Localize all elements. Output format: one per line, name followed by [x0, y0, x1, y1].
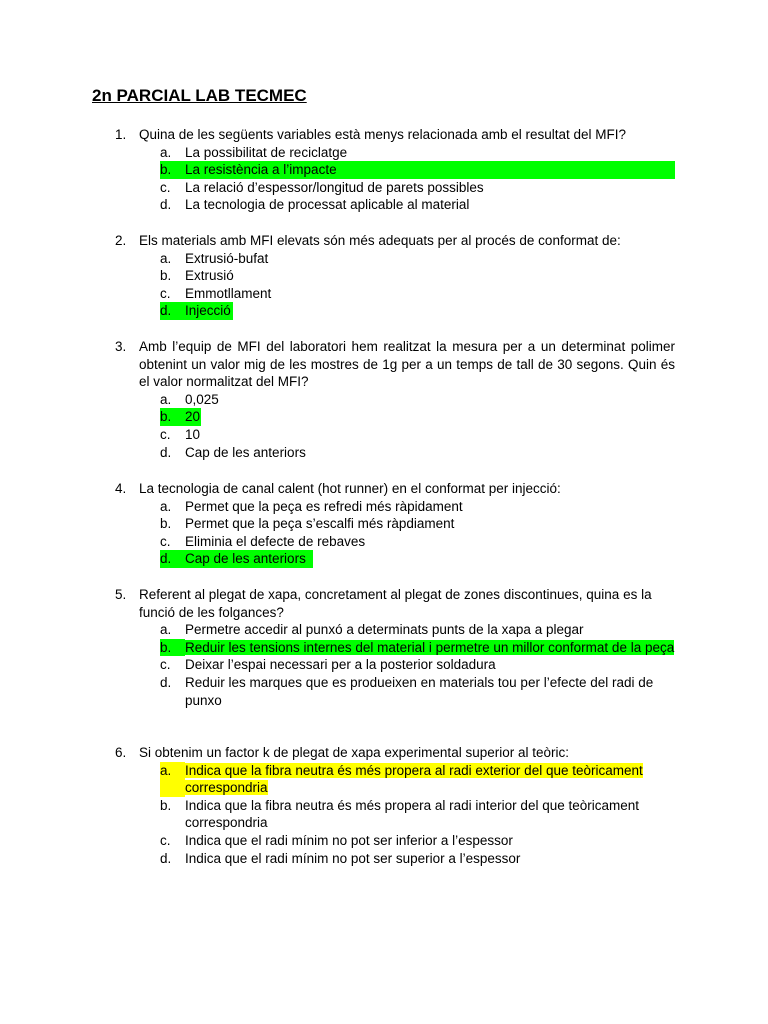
- option-text: Indica que el radi mínim no pot ser superior a l’espessor: [185, 850, 521, 866]
- option-a: [160, 498, 675, 516]
- option-letter: d.: [160, 444, 172, 460]
- highlight-mark: [160, 550, 313, 568]
- option-a-highlighted: [160, 762, 675, 797]
- option-c: [160, 426, 675, 444]
- option-text: Cap de les anteriors: [185, 444, 306, 460]
- option-text: Permet que la peça es refredi més ràpidament: [185, 498, 463, 514]
- option-d: [160, 850, 675, 868]
- question-number: 2.: [115, 233, 127, 248]
- option-letter: b.: [160, 162, 172, 178]
- question-number: 3.: [115, 339, 127, 354]
- option-b: [160, 267, 675, 285]
- question-number: 5.: [115, 587, 127, 602]
- option-text: Extrusió: [185, 268, 234, 284]
- option-b-highlighted: [160, 408, 675, 426]
- option-letter: a.: [160, 622, 172, 638]
- option-b: [160, 515, 675, 533]
- option-letter: a.: [160, 144, 172, 160]
- option-b-highlighted: [160, 161, 675, 179]
- option-d-highlighted: [160, 302, 675, 320]
- option-letter: d.: [160, 197, 172, 213]
- option-letter: b.: [160, 797, 172, 813]
- option-letter: d.: [160, 850, 172, 866]
- option-text: La relació d’espessor/longitud de parets possibles: [185, 179, 484, 195]
- question-4: [115, 480, 675, 568]
- option-letter: b.: [160, 409, 172, 425]
- option-text: La possibilitat de reciclatge: [185, 144, 348, 160]
- question-text: Referent al plegat de xapa, concretament al plegat de zones discontinues, quina es la funció de les folgances?: [139, 587, 652, 620]
- question-6: [115, 744, 675, 867]
- question-text: La tecnologia de canal calent (hot runner) en el conformat per injecció:: [139, 481, 561, 496]
- question-3: [115, 338, 675, 461]
- option-letter: a.: [160, 391, 172, 407]
- page-title: 2n PARCIAL LAB TECMEC: [92, 86, 307, 105]
- option-d: [160, 674, 675, 709]
- highlight-mark: [160, 302, 233, 320]
- option-letter: d.: [160, 674, 172, 690]
- option-c: [160, 179, 675, 197]
- option-letter: b.: [160, 516, 172, 532]
- option-text: [185, 639, 675, 657]
- option-letter: a.: [160, 250, 172, 266]
- question-text: Amb l’equip de MFI del laboratori hem realitzat la mesura per a un determinat polimer obtenint un valor mig de les mostres de 1g per a un temps de tall de 30 segons. Quin és el valor normalitzat del MFI?: [139, 339, 675, 390]
- option-text: 10: [185, 426, 201, 442]
- question-number: 4.: [115, 481, 127, 496]
- question-text: Si obtenim un factor k de plegat de xapa experimental superior al teòric:: [139, 745, 569, 760]
- option-text: La resistència a l’impacte: [185, 162, 337, 178]
- option-letter: d.: [160, 303, 172, 319]
- option-text: 20: [185, 409, 201, 425]
- highlight-mark: Reduir les tensions internes del material i permetre un millor conformat de la peça: [185, 639, 675, 655]
- option-letter: b.: [160, 639, 185, 657]
- option-text: 0,025: [185, 391, 219, 407]
- option-d: [160, 444, 675, 462]
- option-letter: c.: [160, 179, 171, 195]
- option-text: Reduir les marques que es produeixen en materials tou per l’efecte del radi de punxo: [185, 674, 654, 708]
- highlight-mark: [160, 408, 201, 426]
- option-b: [160, 797, 675, 832]
- option-text: [185, 762, 675, 797]
- option-text: La tecnologia de processat aplicable al material: [185, 197, 470, 213]
- option-letter: c.: [160, 285, 171, 301]
- option-text: Permetre accedir al punxó a determinats punts de la xapa a plegar: [185, 622, 584, 638]
- option-d-highlighted: [160, 550, 675, 568]
- option-letter: c.: [160, 832, 171, 848]
- option-c: [160, 285, 675, 303]
- option-text: Deixar l’espai necessari per a la posterior soldadura: [185, 657, 496, 673]
- option-text: Injecció: [185, 303, 231, 319]
- option-c: [160, 832, 675, 850]
- option-text: Extrusió-bufat: [185, 250, 269, 266]
- question-1: [115, 126, 675, 214]
- option-letter: c.: [160, 533, 171, 549]
- option-letter: d.: [160, 551, 172, 567]
- option-letter: b.: [160, 268, 172, 284]
- option-a: [160, 621, 675, 639]
- question-text: Els materials amb MFI elevats són més adequats per al procés de conformat de:: [139, 233, 621, 248]
- option-d: [160, 196, 675, 214]
- option-text: Emmotllament: [185, 285, 272, 301]
- highlight-mark: Indica que la fibra neutra és més propera al radi exterior del que teòricament correspondria: [185, 762, 643, 796]
- option-letter: a.: [160, 762, 185, 797]
- option-text: Eliminia el defecte de rebaves: [185, 533, 366, 549]
- option-letter: c.: [160, 657, 171, 673]
- question-number: 1.: [115, 127, 127, 142]
- option-text: Cap de les anteriors: [185, 551, 306, 567]
- option-text: Permet que la peça s’escalfi més ràpdiament: [185, 516, 455, 532]
- option-letter: a.: [160, 498, 172, 514]
- question-number: 6.: [115, 745, 127, 760]
- option-a: [160, 250, 675, 268]
- option-c: [160, 533, 675, 551]
- question-5: [115, 586, 675, 709]
- option-letter: c.: [160, 426, 171, 442]
- question-text: Quina de les següents variables està menys relacionada amb el resultat del MFI?: [139, 127, 627, 142]
- option-c: [160, 656, 675, 674]
- option-text: Indica que el radi mínim no pot ser inferior a l’espessor: [185, 832, 513, 848]
- question-2: [115, 232, 675, 320]
- option-a: [160, 391, 675, 409]
- option-text: Indica que la fibra neutra és més propera al radi interior del que teòricament correspondria: [185, 797, 640, 831]
- option-a: [160, 144, 675, 162]
- option-b-highlighted: [160, 639, 675, 657]
